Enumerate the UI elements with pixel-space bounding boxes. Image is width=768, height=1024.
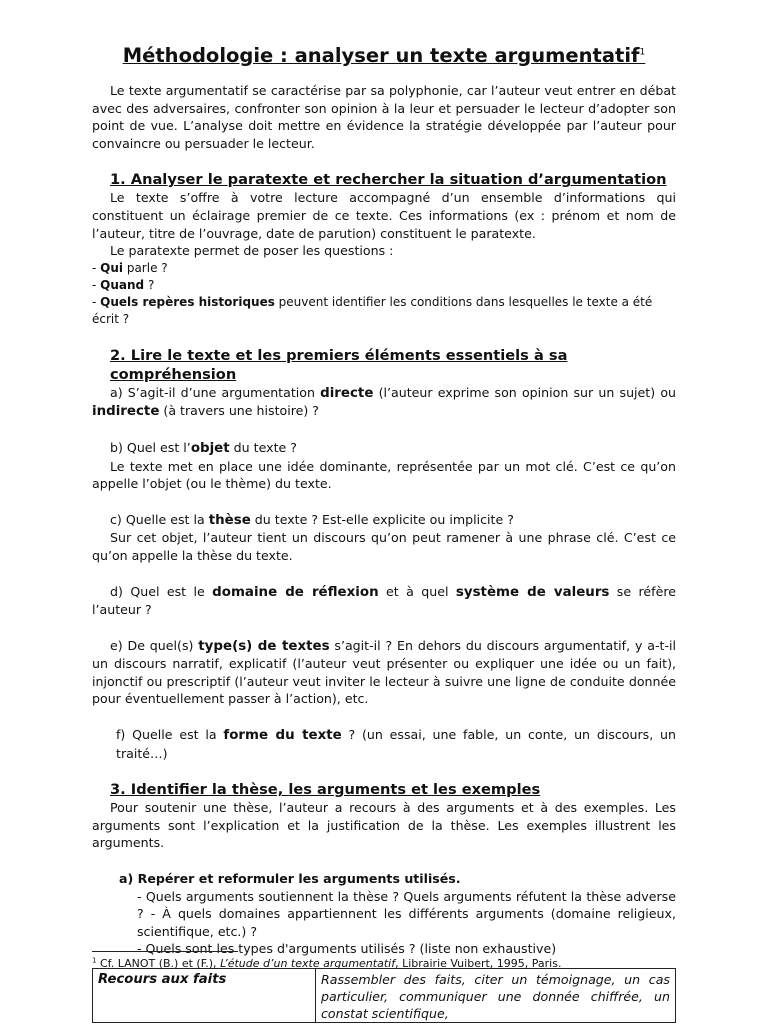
table-cell-description: Rassembler des faits, citer un témoignage, un cas particulier, communiquer une donnée chiffrée, un constat scientifique, bbox=[316, 969, 676, 1023]
item-c-text: Sur cet objet, l’auteur tient un discours qu’on peut ramener à une phrase clé. C’est ce qu’on appelle la thèse du texte. bbox=[92, 530, 676, 563]
section-1-heading: 1. Analyser le paratexte et rechercher la situation d’argumentation bbox=[110, 171, 667, 189]
footnote-separator bbox=[92, 951, 238, 952]
question-reperes: - Quels repères historiques peuvent identifier les conditions dans lesquelles le texte a été écrit ? bbox=[92, 294, 653, 326]
item-b-question: b) Quel est l’objet du texte ? bbox=[110, 439, 297, 456]
question-quand: - Quand ? bbox=[92, 277, 155, 292]
subsection-a-heading: a) Repérer et reformuler les arguments utilisés. bbox=[119, 871, 461, 887]
subsection-a-questions: - Quels arguments soutiennent la thèse ? Quels arguments réfutent la thèse adverse ? - À quels domaines appartiennent les différents arguments (domaine religieux, scientifique, etc.) ? bbox=[137, 888, 676, 939]
question-qui: - Qui parle ? bbox=[92, 260, 168, 275]
section-1-paragraph: Le texte s’offre à votre lecture accompagné d’un ensemble d’informations qui constituent un éclairage premier de ce texte. Ces informations (ex : prénom et nom de l’auteur, titre de l’ouvrage, date de parution) constituent le paratexte. bbox=[92, 190, 676, 241]
section-2-heading: 2. Lire le texte et les premiers éléments essentiels à sa compréhension bbox=[110, 346, 568, 383]
table-cell-type: Recours aux faits bbox=[93, 969, 316, 1023]
section-1-questions-intro: Le paratexte permet de poser les questions : bbox=[110, 243, 394, 259]
item-d: d) Quel est le domaine de réflexion et à quel système de valeurs se réfère l’auteur ? bbox=[92, 583, 677, 618]
item-f: f) Quelle est la forme du texte ? (un essai, une fable, un conte, un discours, un traité…) bbox=[116, 727, 676, 761]
footnote: $^1$ Cf. LANOT (B.) et (F.), L’étude d’un texte argumentatif, Librairie Vuibert, 1995, Paris. bbox=[92, 956, 562, 970]
document-page bbox=[92, 44, 676, 1023]
table-row bbox=[93, 969, 676, 1023]
title-footnote-ref: 1 bbox=[639, 47, 646, 58]
section-3-heading: 3. Identifier la thèse, les arguments et les exemples bbox=[110, 781, 541, 799]
arguments-table bbox=[92, 968, 676, 1023]
item-c-question: c) Quelle est la thèse du texte ? Est-elle explicite ou implicite ? bbox=[110, 511, 514, 528]
intro-paragraph: Le texte argumentatif se caractérise par sa polyphonie, car l’auteur veut entrer en débat avec des adversaires, confronter son opinion à la leur et persuader le lecteur d’adopter son point de vue. L’analyse doit mettre en évidence la stratégie développée par l’auteur pour convaincre ou persuader le lecteur. bbox=[92, 83, 676, 151]
title-text: Méthodologie : analyser un texte argumentatif bbox=[122, 44, 640, 67]
section-3-paragraph: Pour soutenir une thèse, l’auteur a recours à des arguments et à des exemples. Les arguments sont l’explication et la justification de la thèse. Les exemples illustrent les arguments. bbox=[92, 800, 676, 851]
item-b-text: Le texte met en place une idée dominante, représentée par un mot clé. C’est ce qu’on appelle l’objet (ou le thème) du texte. bbox=[92, 458, 676, 492]
page-title bbox=[92, 44, 676, 68]
subsection-a-types-question: - Quels sont les types d'arguments utilisés ? (liste non exhaustive) bbox=[137, 941, 557, 957]
item-e: e) De quel(s) type(s) de textes s’agit-il ? En dehors du discours argumentatif, y a-t-il un discours narratif, explicatif (l’auteur veut présenter ou expliquer une idée ou un fait), injonctif ou prescriptif (l’auteur veut inviter le lecteur à suivre une ligne de conduite donnée pour éventuellement passer à l’action), etc. bbox=[92, 637, 676, 707]
item-a: a) S’agit-il d’une argumentation directe (l’auteur exprime son opinion sur un sujet) ou indirecte (à travers une histoire) ? bbox=[92, 384, 677, 420]
